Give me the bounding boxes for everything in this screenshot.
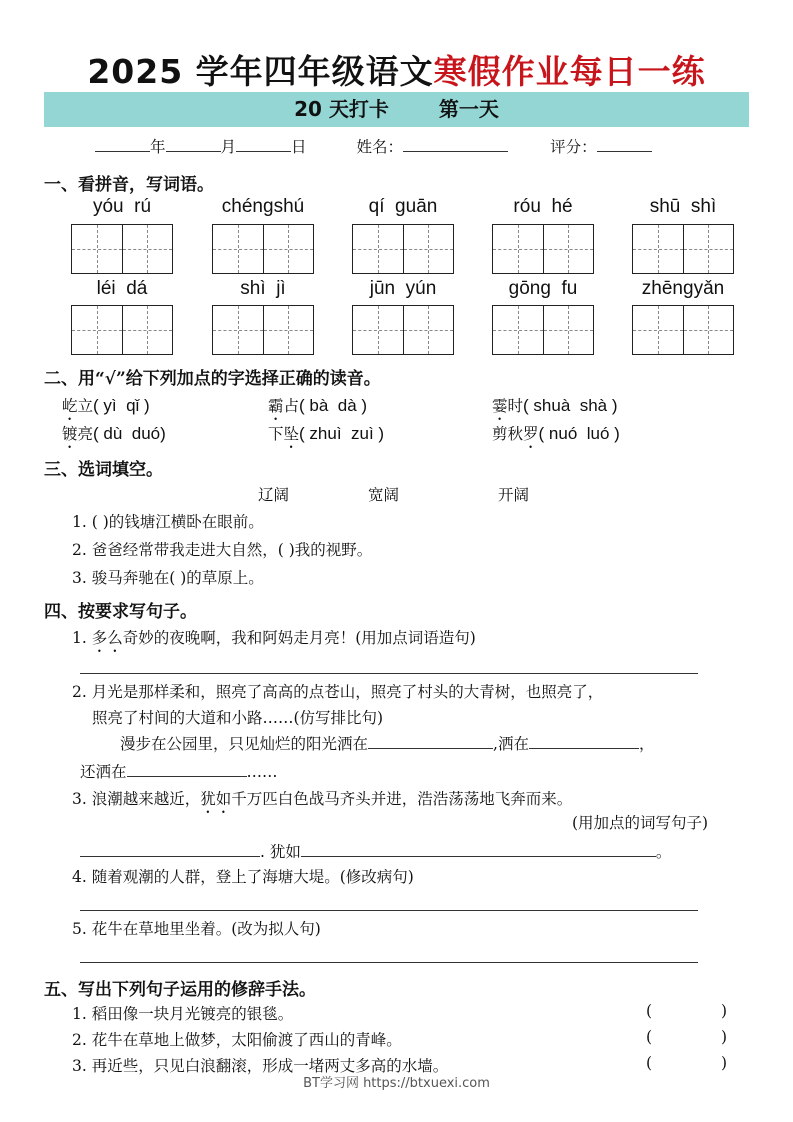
dotted-char: 霸 (268, 397, 284, 415)
dotted-char: 罗 (523, 425, 539, 443)
answer-line[interactable] (80, 962, 698, 963)
pinyin-options[interactable]: ( yì qǐ ) (93, 396, 150, 415)
pinyin-options[interactable]: ( zhuì zuì ) (299, 424, 385, 443)
grid-cell[interactable] (684, 225, 734, 273)
pinyin-label: shì jì (240, 278, 286, 299)
pinyin-label: shū shì (649, 196, 717, 217)
pinyin-options[interactable]: ( shuà shà ) (523, 396, 618, 415)
name-label: 姓名： (356, 138, 404, 156)
pinyin-label: chéngshú (221, 196, 305, 217)
dotted-char: 镀 (62, 425, 78, 443)
day-label: 日 (291, 138, 307, 156)
word-part: 占 (283, 397, 300, 415)
answer-line[interactable] (80, 910, 698, 911)
score-label: 评分： (550, 138, 597, 156)
answer-blank[interactable] (80, 856, 260, 857)
grid-cell[interactable] (684, 306, 734, 354)
pinyin-options[interactable]: ( nuó luó ) (538, 424, 620, 443)
grid-cell[interactable] (544, 306, 594, 354)
title-black: 2025 学年四年级语文 (87, 52, 434, 91)
subtitle-bar (44, 92, 749, 127)
grid-cell[interactable] (213, 306, 264, 354)
answer-blank[interactable] (127, 776, 247, 777)
s4-q2-line4 (80, 760, 278, 782)
section-1-title: 一、看拼音，写词语。 (44, 175, 214, 195)
fill-item: 3. 骏马奔驰在( )的草原上。 (72, 569, 264, 587)
section-5-title: 五、写出下列句子运用的修辞手法。 (44, 980, 316, 1000)
pinyin-label: qí guān (368, 196, 438, 217)
word-part: 下 (268, 425, 284, 443)
option-word: 开阔 (498, 486, 530, 504)
pinyin-label: róu hé (513, 196, 573, 217)
pinyin-label: gōng fu (508, 278, 578, 299)
writing-grid[interactable] (71, 224, 173, 274)
s4-q2-line2: 照亮了村间的大道和小路……(仿写排比句) (92, 709, 384, 727)
grid-cell[interactable] (123, 306, 173, 354)
grid-cell[interactable] (633, 306, 684, 354)
grid-cell[interactable] (264, 225, 314, 273)
s4-q2-line1: 2. 月光是那样柔和，照亮了高高的点苍山，照亮了村头的大青树，也照亮了， (72, 683, 604, 701)
grid-cell[interactable] (353, 225, 404, 273)
dotted-char: 霎 (492, 397, 508, 415)
grid-cell[interactable] (353, 306, 404, 354)
q-text: 3. 浪潮越来越近， (72, 790, 201, 808)
q-text: …… (246, 763, 278, 781)
grid-cell[interactable] (213, 225, 264, 273)
q-num: 1. (72, 629, 92, 647)
fill-item: 1. ( )的钱塘江横卧在眼前。 (72, 513, 264, 531)
writing-grid[interactable] (71, 305, 173, 355)
q-text: . 犹如 (260, 843, 301, 861)
rhetoric-item: 3. 再近些，只见白浪翻滚，形成一堵两丈多高的水墙。 (72, 1057, 449, 1075)
year-label: 年 (150, 138, 166, 156)
grid-cell[interactable] (123, 225, 173, 273)
page-title (0, 46, 793, 93)
q-text: 千万匹白色战马齐头并进，浩浩荡荡地飞奔而来。 (231, 790, 573, 808)
writing-grid[interactable] (212, 224, 314, 274)
grid-cell[interactable] (633, 225, 684, 273)
s4-q1 (72, 626, 476, 656)
s4-q3-answer (80, 840, 671, 862)
grid-cell[interactable] (544, 225, 594, 273)
pinyin-label: zhēngyǎn (641, 278, 725, 299)
writing-grid[interactable] (352, 305, 454, 355)
section-4-title: 四、按要求写句子。 (44, 602, 197, 622)
header-line (95, 135, 652, 157)
dotted-word: 犹如 (200, 790, 232, 808)
writing-grid[interactable] (212, 305, 314, 355)
section-3-title: 三、选词填空。 (44, 460, 163, 480)
pinyin-label: yóu rú (92, 196, 152, 217)
grid-cell[interactable] (264, 306, 314, 354)
s4-q3-note: (用加点的词写句子) (572, 814, 709, 832)
subtitle-right: 第一天 (438, 97, 499, 121)
answer-blank[interactable] (529, 748, 639, 749)
option-word: 宽阔 (368, 486, 400, 504)
answer-line[interactable] (80, 673, 698, 674)
month-label: 月 (220, 138, 237, 156)
q-text: 漫步在公园里，只见灿烂的阳光洒在 (120, 735, 369, 753)
answer-parentheses[interactable]: ( ) (646, 1002, 728, 1020)
subtitle-left: 20 天打卡 (294, 97, 389, 121)
grid-cell[interactable] (72, 306, 123, 354)
q-text: ,洒在 (493, 735, 529, 753)
title-red: 寒假作业每日一练 (433, 52, 706, 91)
pronunciation-item (62, 394, 150, 424)
answer-blank[interactable] (301, 856, 656, 857)
grid-cell[interactable] (404, 306, 454, 354)
dotted-char: 坠 (283, 425, 300, 443)
pronunciation-item (62, 422, 166, 452)
footer-watermark: BT学习网 https://btxuexi.com (303, 1076, 490, 1091)
pinyin-label: léi dá (96, 278, 148, 299)
writing-grid[interactable] (632, 224, 734, 274)
pronunciation-item (492, 422, 620, 452)
s4-q4: 4. 随着观潮的人群，登上了海塘大堤。(修改病句) (72, 868, 414, 886)
writing-grid[interactable] (352, 224, 454, 274)
q-text: ， (638, 735, 655, 753)
pinyin-options[interactable]: ( dù duó) (93, 424, 166, 443)
writing-grid[interactable] (632, 305, 734, 355)
pinyin-options[interactable]: ( bà dà ) (299, 396, 368, 415)
pinyin-label: jūn yún (369, 278, 437, 299)
grid-cell[interactable] (493, 225, 544, 273)
grid-cell[interactable] (404, 225, 454, 273)
q-text: 奇妙的夜晚啊，我和阿妈走月亮！(用加点词语造句) (122, 629, 476, 647)
writing-grid[interactable] (492, 305, 594, 355)
answer-parentheses[interactable]: ( ) (646, 1028, 728, 1046)
q-text: 。 (655, 843, 672, 861)
answer-blank[interactable] (368, 748, 493, 749)
pronunciation-item (492, 394, 618, 424)
s4-q5: 5. 花牛在草地里坐着。(改为拟人句) (72, 920, 321, 938)
word-part: 立 (77, 397, 94, 415)
grid-cell[interactable] (493, 306, 544, 354)
rhetoric-item: 2. 花牛在草地上做梦，太阳偷渡了西山的青峰。 (72, 1031, 402, 1049)
pronunciation-item (268, 394, 367, 424)
q-text: 还洒在 (80, 763, 127, 781)
rhetoric-item: 1. 稻田像一块月光镀亮的银毯。 (72, 1005, 294, 1023)
dotted-char: 屹 (62, 397, 78, 415)
pronunciation-item (268, 422, 384, 452)
option-word: 辽阔 (258, 486, 290, 504)
answer-parentheses[interactable]: ( ) (646, 1054, 728, 1072)
grid-cell[interactable] (72, 225, 123, 273)
section-2-title: 二、用“√”给下列加点的字选择正确的读音。 (44, 369, 381, 389)
s4-q3 (72, 787, 572, 817)
word-part: 剪秋 (492, 425, 524, 443)
dotted-word: 多么 (91, 629, 123, 647)
s4-q2-line3 (120, 732, 654, 754)
writing-grid[interactable] (492, 224, 594, 274)
word-part: 时 (507, 397, 524, 415)
fill-item: 2. 爸爸经常带我走进大自然，( )我的视野。 (72, 541, 373, 559)
word-part: 亮 (77, 425, 94, 443)
